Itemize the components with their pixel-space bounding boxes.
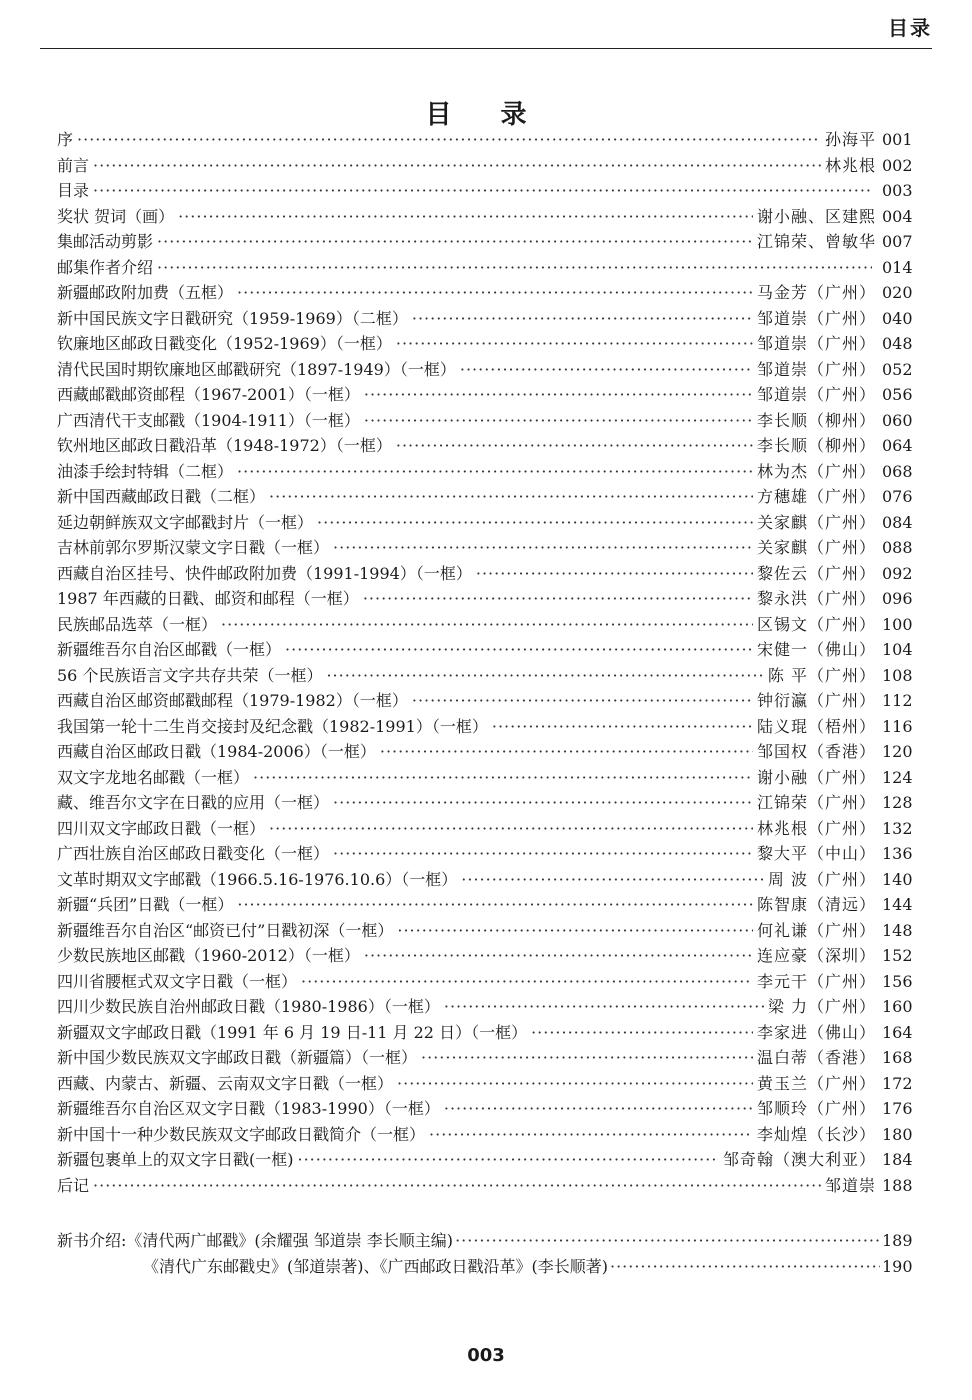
toc-entry-author: 周 波（广州） [767, 869, 876, 889]
toc-entry [57, 892, 912, 918]
toc-entry-author: 黎永洪（广州） [756, 589, 876, 608]
toc-entry-title: 钦州地区邮政日戳沿革（1948-1972）（一框） [57, 436, 392, 455]
new-book-row [57, 1254, 912, 1280]
toc-entry-title: 四川省腰框式双文字日戳（一框） [57, 971, 298, 991]
toc-entry-author: 何礼谦（广州） [756, 920, 876, 940]
toc-entry-page: 104 [882, 640, 913, 659]
toc-entry-title: 西藏自治区挂号、快件邮政附加费（1991-1994）（一框） [57, 563, 472, 583]
toc-entry-page: 152 [882, 946, 913, 965]
toc-entry [57, 586, 912, 612]
dot-leader [93, 1173, 821, 1199]
dot-leader [364, 382, 753, 408]
toc-entry-title: 新中国西藏邮政日戳（二框） [57, 487, 266, 506]
dot-leader [237, 280, 753, 306]
toc-entry-author: 梁 力（广州） [767, 997, 876, 1016]
toc-entry-title: 新疆包裹单上的双文字日戳(一框) [57, 1150, 294, 1169]
toc-entry [57, 127, 912, 153]
toc-entry-page: 176 [882, 1099, 913, 1118]
toc-entry-page: 014 [882, 257, 913, 277]
toc-entry-page: 108 [882, 665, 913, 685]
toc-entry-author: 邹国权（香港） [756, 742, 876, 761]
toc-entry [57, 535, 912, 561]
dot-leader [237, 892, 753, 918]
toc-entry-title: 西藏自治区邮政日戳（1984-2006）（一框） [57, 742, 376, 761]
toc-entry-title: 油漆手绘封特辑（二框） [57, 461, 234, 481]
dot-leader [93, 153, 821, 179]
page-number: 003 [467, 1345, 505, 1366]
toc-entry-title: 新疆维吾尔自治区双文字日戳（1983-1990）（一框） [57, 1099, 440, 1118]
toc-entry-author: 温白蒂（香港） [756, 1048, 876, 1067]
new-book-row [57, 1228, 912, 1254]
toc-entry-author: 李家进（佛山） [756, 1022, 876, 1042]
toc-entry-page: 002 [882, 155, 913, 175]
toc-entry-page: 124 [882, 767, 913, 787]
dot-leader [397, 918, 753, 944]
dot-leader [298, 1147, 719, 1173]
toc-entry-page: 084 [882, 512, 913, 532]
toc-entry [57, 714, 912, 740]
dot-leader [221, 612, 753, 638]
toc-entry [57, 153, 912, 179]
toc-entry [57, 867, 912, 893]
toc-entry [57, 331, 912, 357]
toc-entry [57, 1096, 912, 1122]
toc-entry-title: 新疆维吾尔自治区“邮资已付”日戳初深（一框） [57, 920, 394, 940]
toc-entry [57, 994, 912, 1020]
toc-entry-title: 西藏自治区邮资邮戳邮程（1979-1982）（一框） [57, 691, 408, 710]
dot-leader [429, 1122, 753, 1148]
toc-entry [57, 204, 912, 230]
dot-leader [333, 535, 753, 561]
toc-entry [57, 382, 912, 408]
toc-entry-title: 后记 [57, 1175, 90, 1195]
toc-entry-title: 四川双文字邮政日戳（一框） [57, 818, 266, 838]
toc-entry-title: 新疆双文字邮政日戳（1991 年 6 月 19 日-11 月 22 日）（一框） [57, 1022, 528, 1042]
dot-leader [157, 255, 872, 281]
toc-entry-title: 延边朝鲜族双文字邮戳封片（一框） [57, 512, 314, 532]
new-book-title: 《清代广东邮戳史》(邹道崇著)、《广西邮政日戳沿革》(李长顺著) [143, 1257, 608, 1276]
toc-entry [57, 765, 912, 791]
toc-entry [57, 1045, 912, 1071]
toc-entry-title: 吉林前郭尔罗斯汉蒙文字日戳（一框） [57, 538, 330, 557]
toc-entry-page: 040 [882, 308, 913, 328]
toc-entry-title: 1987 年西藏的日戳、邮资和邮程（一框） [57, 589, 359, 608]
toc-entry-page: 160 [882, 997, 913, 1016]
toc-entry-page: 100 [882, 614, 913, 634]
toc-entry-author: 谢小融、区建熙 [756, 206, 876, 226]
dot-leader [285, 637, 753, 663]
header-rule [40, 48, 932, 49]
toc-entry-title: 清代民国时期钦廉地区邮戳研究（1897-1949）（一框） [57, 359, 456, 379]
toc-entry-title: 新疆邮政附加费（五框） [57, 283, 234, 302]
toc-entry [57, 918, 912, 944]
dot-leader [253, 765, 753, 791]
dot-leader [397, 1071, 753, 1097]
toc-entry-title: 目录 [57, 181, 90, 200]
toc-entry-author: 李长顺（柳州） [756, 436, 876, 455]
toc-entry-page: 144 [882, 895, 913, 914]
table-of-contents [57, 127, 912, 1198]
toc-entry-page: 052 [882, 359, 913, 379]
dot-leader [412, 688, 753, 714]
toc-entry-page: 056 [882, 385, 913, 404]
toc-entry [57, 637, 912, 663]
dot-leader [421, 1045, 753, 1071]
toc-entry [57, 790, 912, 816]
toc-entry-title: 文革时期双文字邮戳（1966.5.16-1976.10.6）（一框） [57, 869, 458, 889]
toc-entry-page: 048 [882, 334, 913, 353]
dot-leader [237, 459, 753, 485]
toc-entry-author: 马金芳（广州） [756, 283, 876, 302]
dot-leader [364, 943, 753, 969]
dot-leader [317, 510, 753, 536]
toc-entry [57, 561, 912, 587]
toc-entry [57, 306, 912, 332]
toc-entry-page: 188 [882, 1175, 913, 1195]
toc-entry-author: 江锦荣（广州） [756, 793, 876, 812]
toc-entry-author: 区锡文（广州） [756, 614, 876, 634]
toc-entry-page: 096 [882, 589, 913, 608]
toc-entry-page: 004 [882, 206, 913, 226]
toc-entry [57, 484, 912, 510]
dot-leader [301, 969, 753, 995]
toc-entry-title: 前言 [57, 155, 90, 175]
toc-entry-page: 132 [882, 818, 913, 838]
dot-leader [363, 586, 753, 612]
new-book-title: 新书介绍:《清代两广邮戳》(余耀强 邹道崇 李长顺主编) [57, 1231, 454, 1250]
toc-entry-author: 邹顺玲（广州） [756, 1099, 876, 1118]
toc-entry-author: 林为杰（广州） [756, 461, 876, 481]
dot-leader [364, 408, 753, 434]
dot-leader [444, 994, 764, 1020]
dot-leader [460, 357, 753, 383]
toc-entry-author: 李灿煌（长沙） [756, 1124, 876, 1144]
toc-entry-title: 序 [57, 130, 74, 149]
toc-entry-author: 陈 平（广州） [767, 665, 876, 685]
toc-entry-author: 黎大平（中山） [756, 844, 876, 863]
toc-entry-page: 168 [882, 1048, 913, 1067]
dot-leader [178, 204, 753, 230]
toc-entry-page: 180 [882, 1124, 913, 1144]
dot-leader [531, 1020, 753, 1046]
toc-entry-author: 邹道崇（广州） [756, 308, 876, 328]
toc-entry-author: 连应豪（深圳） [756, 946, 876, 965]
toc-entry [57, 255, 912, 281]
toc-entry-author: 邹道崇（广州） [756, 334, 876, 353]
toc-entry-title: 双文字龙地名邮戳（一框） [57, 767, 250, 787]
toc-entry-page: 060 [882, 410, 913, 430]
toc-entry-author: 邹奇翰（澳大利亚） [722, 1150, 876, 1169]
toc-entry-author: 邹道崇（广州） [756, 359, 876, 379]
toc-entry-author: 钟衍瀛（广州） [756, 691, 876, 710]
toc-entry-author: 孙海平 [824, 130, 876, 149]
toc-entry-title: 新中国民族文字日戳研究（1959-1969）（二框） [57, 308, 408, 328]
toc-entry-author: 黎佐云（广州） [756, 563, 876, 583]
dot-leader [412, 306, 753, 332]
toc-entry-page: 136 [882, 844, 913, 863]
toc-entry-page: 148 [882, 920, 913, 940]
dot-leader [461, 867, 764, 893]
toc-entry [57, 612, 912, 638]
toc-entry [57, 1071, 912, 1097]
dot-leader [396, 331, 753, 357]
toc-entry-page: 001 [882, 130, 913, 149]
toc-entry-author: 邹道崇 [824, 1175, 876, 1195]
toc-entry [57, 229, 912, 255]
toc-entry-page: 140 [882, 869, 913, 889]
toc-entry-title: 邮集作者介绍 [57, 257, 154, 277]
toc-entry [57, 408, 912, 434]
dot-leader [333, 790, 753, 816]
dot-leader [269, 816, 753, 842]
toc-entry-author: 方穗雄（广州） [756, 487, 876, 506]
toc-entry-title: 集邮活动剪影 [57, 232, 154, 251]
toc-entry-author: 关家麒（广州） [756, 512, 876, 532]
toc-entry [57, 1147, 912, 1173]
dot-leader [396, 433, 753, 459]
toc-entry-title: 四川少数民族自治州邮政日戳（1980-1986）（一框） [57, 997, 440, 1016]
toc-entry-author: 林兆根（广州） [756, 818, 876, 838]
dot-leader [157, 229, 753, 255]
toc-entry-author: 江锦荣、曾敏华 [756, 232, 876, 251]
toc-entry [57, 280, 912, 306]
dot-leader [77, 127, 821, 153]
toc-entry [57, 1173, 912, 1199]
dot-leader [444, 1096, 753, 1122]
toc-entry-page: 128 [882, 793, 913, 812]
new-book-page: 189 [882, 1231, 913, 1250]
toc-entry-title: 新疆维吾尔自治区邮戳（一框） [57, 640, 282, 659]
page-title: 目 录 [425, 100, 547, 130]
toc-entry [57, 816, 912, 842]
toc-entry-page: 068 [882, 461, 913, 481]
new-book-page: 190 [882, 1257, 913, 1276]
toc-entry-page: 092 [882, 563, 913, 583]
toc-entry [57, 739, 912, 765]
running-head: 目录 [888, 16, 932, 40]
dot-leader [476, 561, 753, 587]
toc-entry-title: 钦廉地区邮政日戳变化（1952-1969）（一框） [57, 334, 392, 353]
toc-entry [57, 433, 912, 459]
toc-entry-page: 088 [882, 538, 913, 557]
toc-entry-page: 064 [882, 436, 913, 455]
new-books-section [57, 1228, 912, 1280]
toc-entry-title: 藏、维吾尔文字在日戳的应用（一框） [57, 793, 330, 812]
toc-entry-author: 林兆根 [824, 155, 876, 175]
dot-leader [380, 739, 753, 765]
toc-entry-page: 156 [882, 971, 913, 991]
toc-entry [57, 969, 912, 995]
toc-entry-title: 西藏、内蒙古、新疆、云南双文字日戳（一框） [57, 1073, 394, 1093]
dot-leader [326, 663, 763, 689]
toc-entry-author: 黄玉兰（广州） [756, 1073, 876, 1093]
toc-entry [57, 178, 912, 204]
dot-leader [269, 484, 753, 510]
toc-entry [57, 943, 912, 969]
toc-entry-title: 奖状 贺词（画） [57, 206, 175, 226]
toc-entry-page: 172 [882, 1073, 913, 1093]
toc-entry-title: 西藏邮戳邮资邮程（1967-2001）（一框） [57, 385, 360, 404]
toc-entry-page: 164 [882, 1022, 913, 1042]
toc-entry-author: 李长顺（柳州） [756, 410, 876, 430]
toc-entry-page: 120 [882, 742, 913, 761]
toc-entry-title: 少数民族地区邮戳（1960-2012）（一框） [57, 946, 360, 965]
dot-leader [455, 1228, 880, 1254]
toc-entry-author: 李元干（广州） [756, 971, 876, 991]
toc-entry-author: 关家麒（广州） [756, 538, 876, 557]
toc-entry [57, 510, 912, 536]
dot-leader [333, 841, 753, 867]
toc-entry-author: 谢小融（广州） [756, 767, 876, 787]
dot-leader [492, 714, 753, 740]
dot-leader [93, 178, 872, 204]
toc-entry-author: 邹道崇（广州） [756, 385, 876, 404]
toc-entry-title: 我国第一轮十二生肖交接封及纪念戳（1982-1991）（一框） [57, 716, 488, 736]
toc-entry-title: 新中国少数民族双文字邮政日戳（新疆篇）（一框） [57, 1048, 418, 1067]
toc-entry-page: 116 [882, 716, 913, 736]
toc-entry-page: 003 [882, 181, 913, 200]
toc-entry-title: 民族邮品选萃（一框） [57, 614, 218, 634]
dot-leader [610, 1254, 880, 1280]
toc-entry-page: 112 [882, 691, 913, 710]
toc-entry-author: 陈智康（清远） [756, 895, 876, 914]
toc-entry-page: 076 [882, 487, 913, 506]
toc-entry-author: 宋健一（佛山） [756, 640, 876, 659]
toc-entry-title: 广西清代干支邮戳（1904-1911）（一框） [57, 410, 360, 430]
toc-entry [57, 841, 912, 867]
toc-entry [57, 688, 912, 714]
toc-entry-page: 020 [882, 283, 913, 302]
toc-entry [57, 459, 912, 485]
toc-entry-title: 56 个民族语言文字共存共荣（一框） [57, 665, 323, 685]
toc-entry-title: 新疆“兵团”日戳（一框） [57, 895, 234, 914]
toc-entry-page: 184 [882, 1150, 913, 1169]
toc-entry [57, 1122, 912, 1148]
toc-entry-title: 广西壮族自治区邮政日戳变化（一框） [57, 844, 330, 863]
toc-entry-title: 新中国十一种少数民族双文字邮政日戳简介（一框） [57, 1124, 426, 1144]
toc-entry-author: 陆义琨（梧州） [756, 716, 876, 736]
toc-entry [57, 663, 912, 689]
toc-entry-page: 007 [882, 232, 913, 251]
toc-entry [57, 1020, 912, 1046]
toc-entry [57, 357, 912, 383]
